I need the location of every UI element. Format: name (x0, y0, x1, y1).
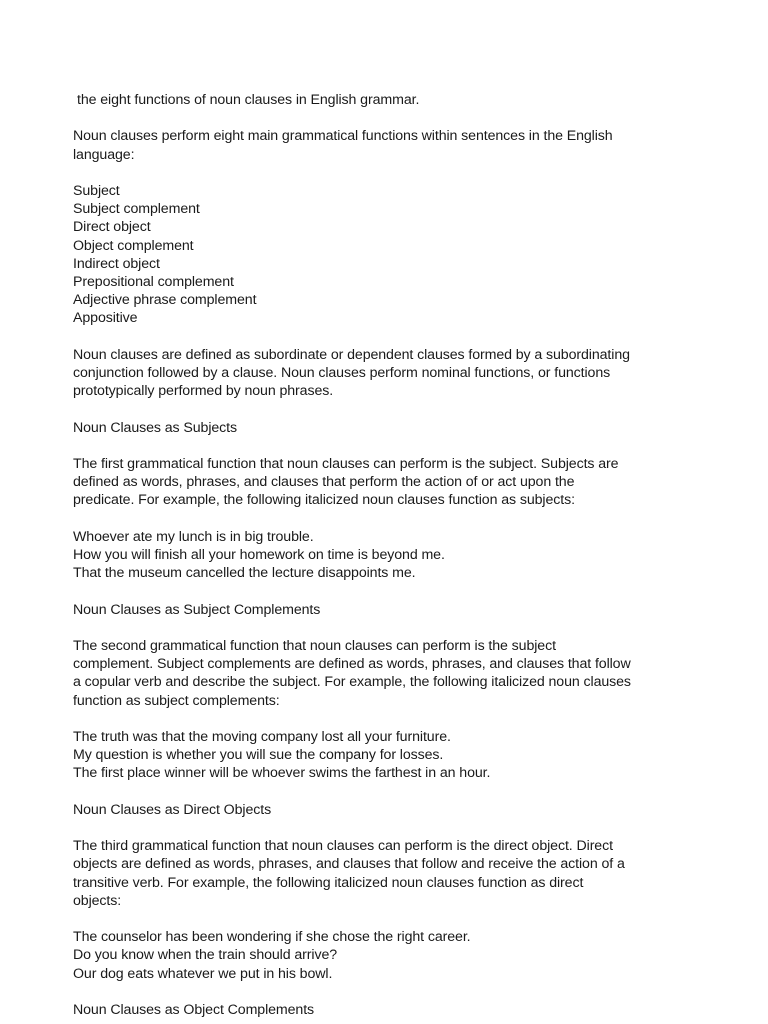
spacer (73, 710, 733, 728)
intro-line: Noun clauses perform eight main grammatical functions within sentences in the English (73, 128, 613, 145)
body-line: a copular verb and describe the subject. For example, the following italicized noun clauses (73, 674, 631, 691)
spacer (73, 983, 733, 1001)
body-line: The first grammatical function that noun clauses can perform is the subject. Subjects are (73, 455, 619, 472)
example-sentence: The counselor has been wondering if she chose the right career. (73, 929, 471, 946)
function-item: Object complement (73, 237, 194, 254)
spacer (73, 109, 733, 127)
spacer (73, 328, 733, 346)
example-sentence: Whoever ate my lunch is in big trouble. (73, 528, 314, 545)
spacer (73, 510, 733, 528)
intro-paragraph (73, 127, 733, 163)
spacer (73, 437, 733, 455)
example-sentence: Do you know when the train should arrive? (73, 947, 338, 964)
example-sentence: My question is whether you will sue the company for losses. (73, 747, 444, 764)
example-sentence: That the museum cancelled the lecture disappoints me. (73, 565, 416, 582)
definition-paragraph (73, 346, 733, 401)
examples-list (73, 728, 733, 783)
body-line: function as subject complements: (73, 692, 280, 709)
section-heading-direct-objects: Noun Clauses as Direct Objects (73, 801, 272, 818)
example-sentence: How you will finish all your homework on time is beyond me. (73, 546, 445, 563)
function-item: Appositive (73, 310, 138, 327)
body-line: The second grammatical function that noun clauses can perform is the subject (73, 637, 556, 654)
example-sentence: Our dog eats whatever we put in his bowl. (73, 965, 333, 982)
intro-line: language: (73, 146, 135, 163)
section-body (73, 837, 733, 910)
section-heading-object-complements: Noun Clauses as Object Complements (73, 1001, 315, 1018)
functions-list (73, 182, 733, 328)
function-item: Adjective phrase complement (73, 292, 257, 309)
body-line: predicate. For example, the following italicized noun clauses function as subjects: (73, 492, 575, 509)
spacer (73, 619, 733, 637)
example-sentence: The first place winner will be whoever swims the farthest in an hour. (73, 765, 491, 782)
spacer (73, 164, 733, 182)
definition-line: Noun clauses are defined as subordinate or dependent clauses formed by a subordinating (73, 346, 630, 363)
function-item: Subject (73, 182, 120, 199)
body-line: objects: (73, 892, 122, 909)
spacer (73, 910, 733, 928)
examples-list (73, 528, 733, 583)
section-body (73, 637, 733, 710)
definition-line: prototypically performed by noun phrases. (73, 383, 334, 400)
spacer (73, 582, 733, 600)
definition-line: conjunction followed by a clause. Noun clauses perform nominal functions, or functions (73, 365, 611, 381)
document-title: the eight functions of noun clauses in English grammar. (77, 92, 420, 108)
function-item: Subject complement (73, 201, 200, 218)
body-line: complement. Subject complements are defined as words, phrases, and clauses that follow (73, 656, 631, 673)
spacer (73, 819, 733, 837)
example-sentence: The truth was that the moving company lost all your furniture. (73, 728, 451, 745)
function-item: Indirect object (73, 255, 160, 272)
body-line: The third grammatical function that noun clauses can perform is the direct object. Direct (73, 838, 613, 855)
function-item: Direct object (73, 219, 151, 236)
section-heading-subject-complements: Noun Clauses as Subject Complements (73, 601, 321, 618)
document-page (73, 91, 733, 1019)
body-line: transitive verb. For example, the following italicized noun clauses function as direct (73, 874, 584, 891)
section-body (73, 455, 733, 510)
body-line: objects are defined as words, phrases, and clauses that follow and receive the action of a (73, 856, 625, 873)
body-line: defined as words, phrases, and clauses that perform the action of or act upon the (73, 474, 575, 491)
function-item: Prepositional complement (73, 274, 234, 290)
section-heading-subjects: Noun Clauses as Subjects (73, 419, 237, 436)
spacer (73, 400, 733, 418)
spacer (73, 783, 733, 801)
examples-list (73, 928, 733, 983)
